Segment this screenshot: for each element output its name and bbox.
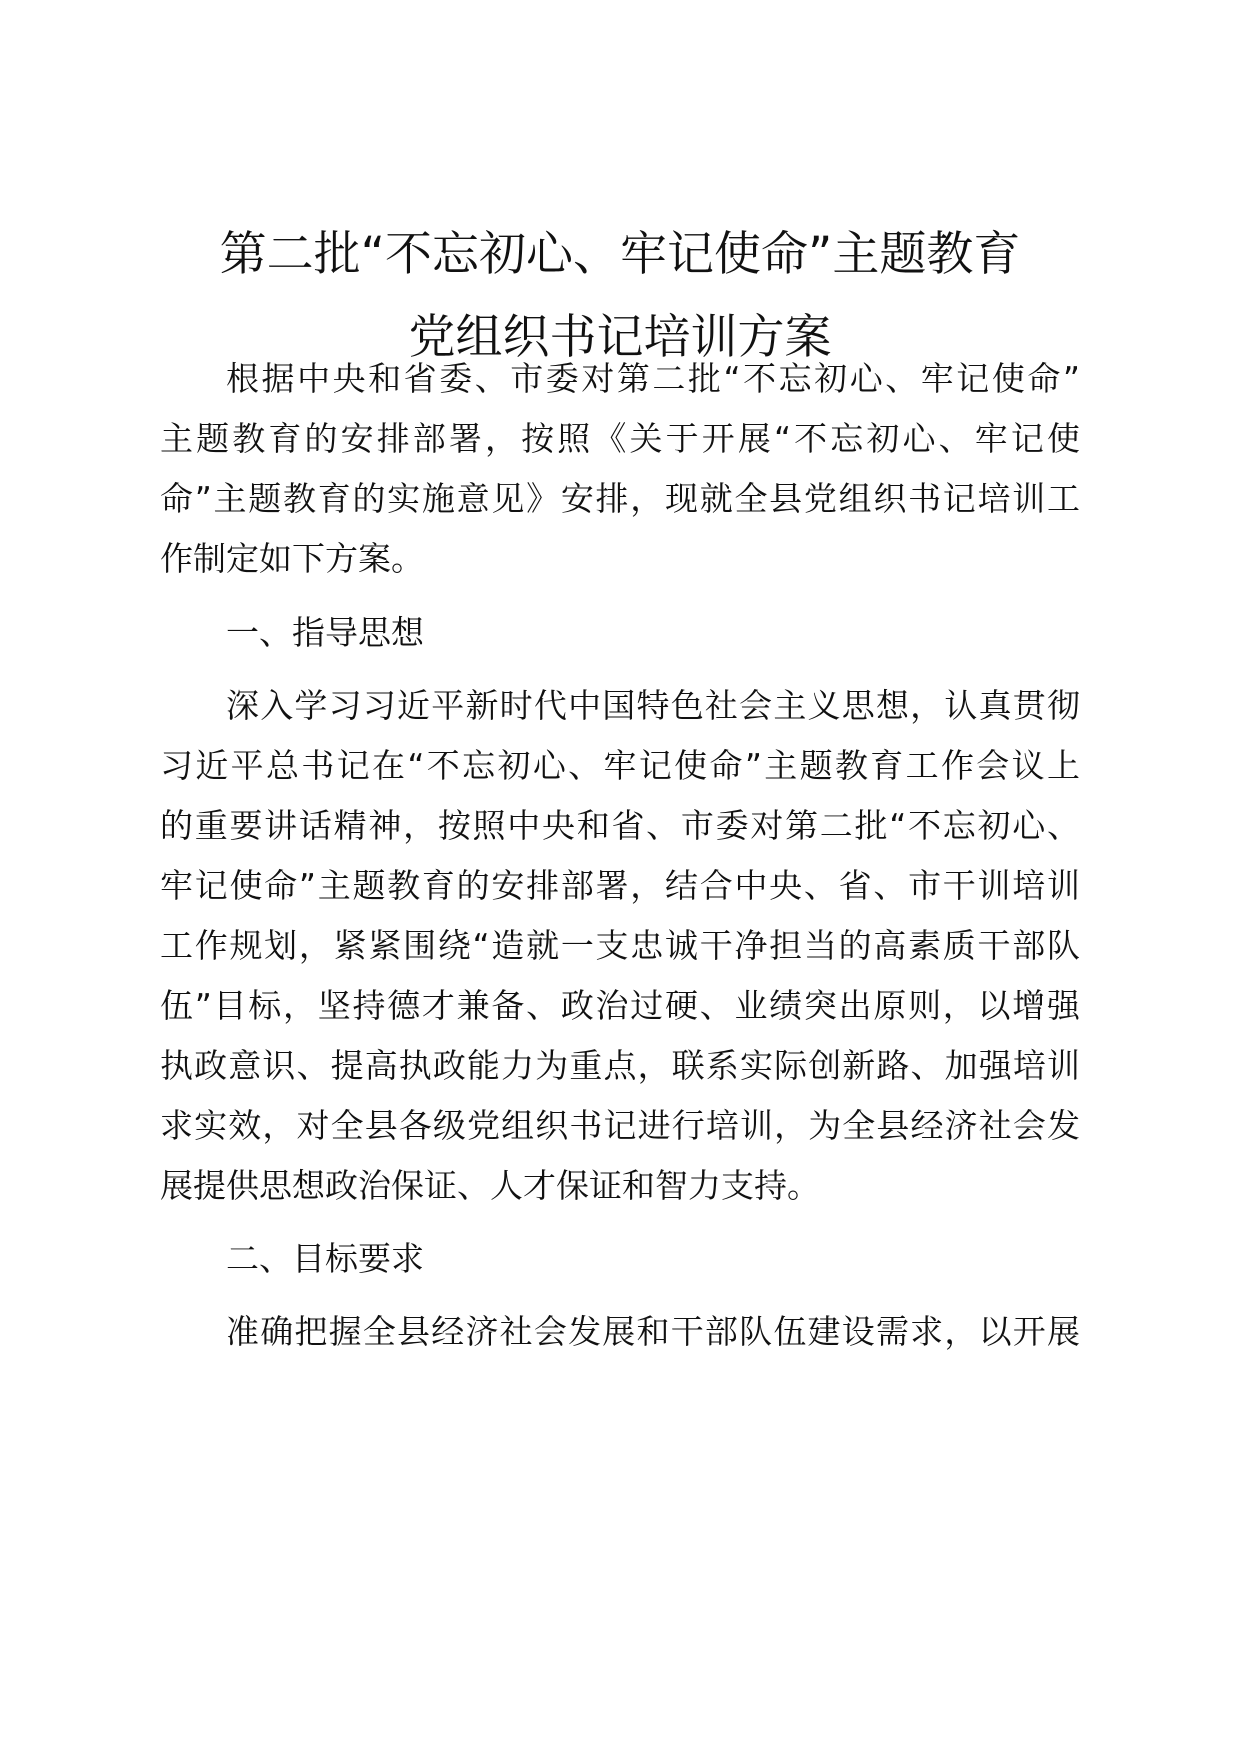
intro-line-1: 根据中央和省委、市委对第二批“不忘初心、牢记使命”: [226, 359, 1080, 398]
section-1-line-9: 展提供思想政治保证、人才保证和智力支持。: [160, 1166, 820, 1205]
document-title-line-2: 党组织书记培训方案: [408, 310, 832, 365]
document-title-line-1: 第二批“不忘初心、牢记使命”主题教育: [219, 227, 1021, 282]
section-1-line-2: 习近平总书记在“不忘初心、牢记使命”主题教育工作会议上: [160, 746, 1080, 785]
section-1-line-8: 求实效，对全县各级党组织书记进行培训，为全县经济社会发: [160, 1106, 1080, 1145]
section-1-line-6: 伍”目标，坚持德才兼备、政治过硬、业绩突出原则，以增强: [160, 986, 1080, 1025]
section-1-line-4: 牢记使命”主题教育的安排部署，结合中央、省、市干训培训: [160, 866, 1080, 905]
section-1-line-3: 的重要讲话精神，按照中央和省、市委对第二批“不忘初心、: [160, 806, 1080, 845]
intro-line-3: 命”主题教育的实施意见》安排，现就全县党组织书记培训工: [160, 479, 1080, 518]
section-1-line-7: 执政意识、提高执政能力为重点，联系实际创新路、加强培训: [160, 1046, 1080, 1085]
section-2-line-1: 准确把握全县经济社会发展和干部队伍建设需求，以开展: [226, 1312, 1080, 1351]
section-1-line-5: 工作规划，紧紧围绕“造就一支忠诚干净担当的高素质干部队: [160, 926, 1080, 965]
section-1-heading: 一、指导思想: [226, 613, 424, 652]
section-2-heading: 二、目标要求: [226, 1239, 424, 1278]
section-1-line-1: 深入学习习近平新时代中国特色社会主义思想，认真贯彻: [226, 686, 1080, 725]
intro-line-2: 主题教育的安排部署，按照《关于开展“不忘初心、牢记使: [160, 419, 1080, 458]
intro-line-4: 作制定如下方案。: [160, 539, 424, 578]
